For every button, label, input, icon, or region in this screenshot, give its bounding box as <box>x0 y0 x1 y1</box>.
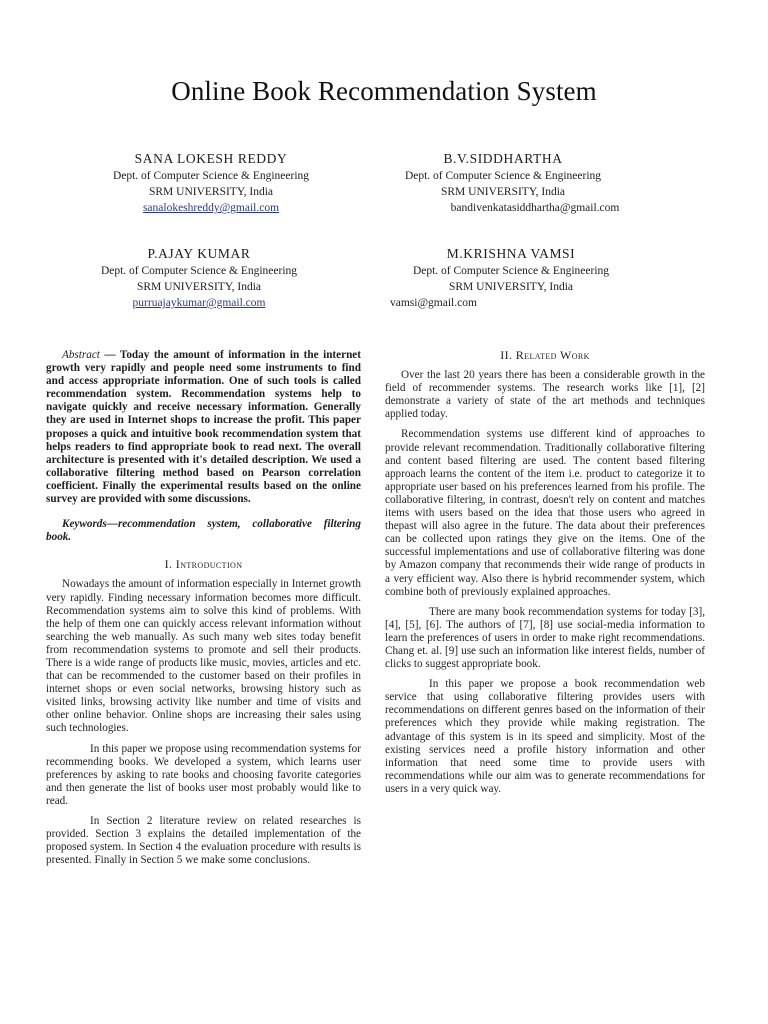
author-dept: Dept. of Computer Science & Engineering <box>100 265 298 277</box>
left-column <box>46 349 361 867</box>
paragraph: Nowadays the amount of information especially in Internet growth very rapidly. Finding necessary information becomes more difficult. Recommendation systems aim to solve this kind of problems. With the help of them one can quickly access relevant information without searching the web manually. As such many web sites today benefit from recommendation systems to promote and sell their products. There is a wide range of products like music, movies, articles and etc. that can be recommended to the customer based on their profiles in internet shops or even social networks, browsing history such as visited links, browsing activity like number and time of visits and other online behavior. Online shops are increasing their sales using such technologies. <box>46 578 361 735</box>
author-dept: Dept. of Computer Science & Engineering <box>112 170 310 182</box>
author-university: SRM UNIVERSITY, India <box>448 281 574 293</box>
author-email[interactable]: purruajaykumar@gmail.com <box>132 297 266 309</box>
author-dept: Dept. of Computer Science & Engineering <box>404 170 602 182</box>
author-name: P.AJAY KUMAR <box>147 246 251 261</box>
keywords-text: recommendation system, collaborative filtering book. <box>46 518 361 544</box>
author-block-3 <box>64 246 334 311</box>
paragraph: In Section 2 literature review on related researches is provided. Section 3 explains the detailed implementation of the proposed system. In Section 4 the evaluation procedure with results is presented. Finally in Section 5 we make some conclusions. <box>46 815 361 867</box>
right-column <box>385 349 705 796</box>
abstract-label: Abstract <box>62 349 100 361</box>
author-name: M.KRISHNA VAMSI <box>446 246 576 261</box>
author-dept: Dept. of Computer Science & Engineering <box>412 265 610 277</box>
section-heading-related-work: II. Related Work <box>500 348 590 362</box>
author-university: SRM UNIVERSITY, India <box>148 186 274 198</box>
abstract-dash: — <box>99 349 120 361</box>
author-block-2 <box>368 151 638 216</box>
author-email[interactable]: vamsi@gmail.com <box>390 297 477 309</box>
paragraph: In this paper we propose using recommendation systems for recommending books. We developed a system, which learns user preferences by asking to rate books and choosing favorite categories and then generate the list of books user most probably would like to read. <box>46 742 361 807</box>
abstract <box>46 349 361 506</box>
abstract-text: Today the amount of information in the internet growth very rapidly and people need some instruments to find and access appropriate information. One of such tools is called recommendation system. Recommendation systems help to navigate quickly and receive necessary information. Generally they are used in Internet shops to increase the profit. This paper proposes a quick and intuitive book recommendation system that helps readers to find appropriate book to read next. The overall architecture is presented with it's detailed description. We used a collaborative filtering method based on Pearson correlation coefficient. Finally the experimental results based on the online survey are provided with some discussions. <box>46 349 361 506</box>
author-name: B.V.SIDDHARTHA <box>443 151 563 166</box>
author-email[interactable]: sanalokeshreddy@gmail.com <box>142 202 280 214</box>
section-heading-introduction: I. Introduction <box>164 557 243 572</box>
paragraph: There are many book recommendation systems for today [3], [4], [5], [6]. The authors of [7], [8] use social-media information to learn the preferences of users in order to make right recommendations. Chang et. al. [9] use such an information like interest fields, number of clicks to suggest appropriate book. <box>385 605 705 671</box>
paper-title: Online Book Recommendation System <box>171 76 597 106</box>
author-email[interactable]: bandivenkatasiddhartha@gmail.com <box>450 202 620 214</box>
author-university: SRM UNIVERSITY, India <box>136 281 262 293</box>
author-block-4 <box>376 246 646 311</box>
author-name: SANA LOKESH REDDY <box>134 151 288 166</box>
author-university: SRM UNIVERSITY, India <box>440 186 566 198</box>
author-block-1 <box>76 151 346 216</box>
keywords-label: Keywords— <box>62 518 118 531</box>
paragraph: In this paper we propose a book recommendation web service that using collaborative filtering provides users with recommendations on different genres based on the information of their preferences which they provide while making registration. The advantage of this system is in its speed and simplicity. Most of the existing services need a profile history information and other information that need some time to provide users with recommendations while our aim was to generate recommendations for users in a very quick way. <box>385 678 705 795</box>
paragraph: Recommendation systems use different kind of approaches to provide relevant recommendation. Traditionally collaborative filtering and content based filtering are used. The content based filtering approach learns the content of the item i.e. product to categorize it to appropriate user based on his preferences learned from his profile. The collaborative filtering, in contrast, doesn't rely on content and matches items with users based on the idea that those users who agreed in thepast will also agree in the future. The data about their preferences can be collected upon ratings they give on the items. One of the successful implementations and use of collaborative filtering was done by Amazon company that recommends their wide range of products in a very efficient way. Also there is hybrid recommender system, which combine both of previously explained approaches. <box>385 428 705 598</box>
paragraph: Over the last 20 years there has been a considerable growth in the field of recommender systems. The research works like [1], [2] demonstrate a variety of state of the art methods and techniques applied today. <box>385 369 705 421</box>
keywords <box>46 518 361 544</box>
